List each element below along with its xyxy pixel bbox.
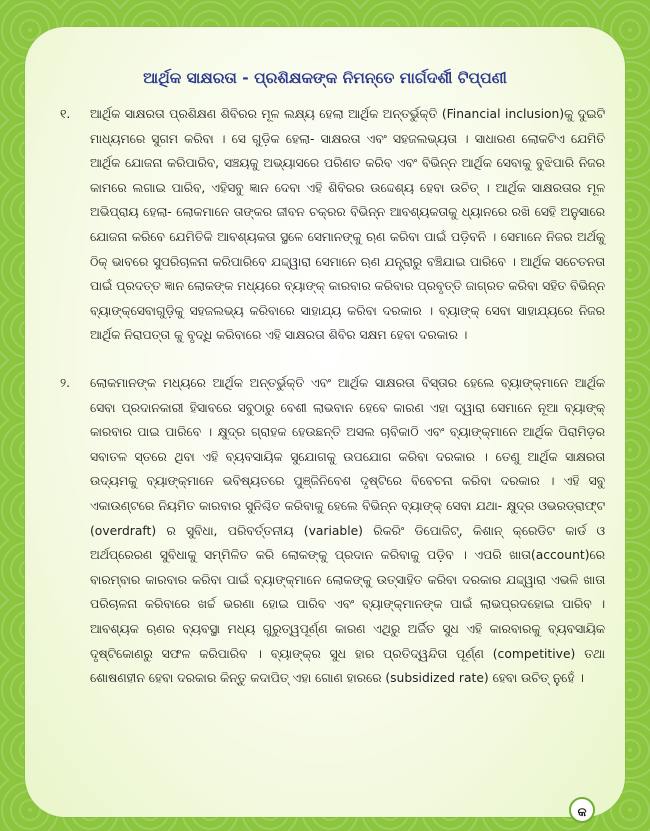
paragraph-2-text: ଲୋକମାନଙ୍କ ମଧ୍ୟରେ ଆର୍ଥିକ ଅନ୍ତର୍ଭୁକ୍ତି ଏବଂ ଆର୍ଥିକ ସାକ୍ଷରତା ବିସ୍ତାର ହେଲେ ବ୍ୟାଙ୍କ୍‌ମାନେ ଆର୍ଥିକ ସେବା ପ୍ରଦାନକାରୀ ହିସାବରେ ସବୁଠାରୁ ବେଶୀ ଲାଭବାନ ହେବେ କାରଣ ଏହା ଦ୍ୱାରା ସେମାନେ ନୂଆ ବ୍ୟାଙ୍କ୍ କାରବାର ପାଇ ପାରିବେ । କ୍ଷୁଦ୍ର ଗ୍ରାହକ ହେଉଛନ୍ତି ଅସଲ ଚାବିକାଠି ଏବଂ ବ୍ୟାଙ୍କ୍‌ମାନେ ଆର୍ଥିକ ପିରାମିଡ଼ର ସବାତଳ ସ୍ତରେ ଥିବା ଏହି ବ୍ୟବସାୟିକ ସୁଯୋଗକୁ ଉପଯୋଗ କରିବା ଦରକାର । ତେଣୁ ଆର୍ଥିକ ସାକ୍ଷରତା ଉଦ୍ୟମକୁ ବ୍ୟାଙ୍କ୍‌ମାନେ ଭବିଷ୍ୟତରେ ପୁଞ୍ଜିନିବେଶ ଦୃଷ୍ଟିରେ ବିବେଚନା କରିବା ଦରକାର । ଏହି ସବୁ ଏକାଉଣ୍ଟରେ ନିୟମିତ କାରବାର ସୁନିଶ୍ଚିତ କରିବାକୁ ହେଲେ ବିଭିନ୍ନ ବ୍ୟାଙ୍କ୍ ସେବା ଯଥା- କ୍ଷୁଦ୍ର ଓଭରଡ୍ରାଫ୍ଟ (overdraft) ର ସୁବିଧା, ପରିବର୍ତ୍ତନୀୟ (variable) ରିକରିଂ ଡିପୋଜିଟ୍, କିଶାନ୍ କ୍ରେଡିଟ କାର୍ଡ ଓ ଅର୍ଥପ୍ରେରଣ ସୁବିଧାକୁ ସମ୍ମିଳିତ କରି ଲୋକଙ୍କୁ ପ୍ରଦାନ କରିବାକୁ ପଡ଼ିବ । ଏପରି ଖାତା(account)ରେ ବାରମ୍ବାର କାରବାର କରିବା ପାଇଁ ବ୍ୟାଙ୍କ୍‌ମାନେ ଲୋକଙ୍କୁ ଉତ୍ସାହିତ କରିବା ଦରକାର ଯଦ୍ଦ୍ୱାରା ଏଭଳି ଖାତା ପରିଚାଳନା କରିବାରେ ଖର୍ଚ୍ଚ ଭରଣା ହୋଇ ପାରିବ ଏବଂ ବ୍ୟାଙ୍କ୍‌ମାନଙ୍କ ପାଇଁ ଲାଭପ୍ରଦହୋଇ ପାରିବ । ଆବଶ୍ୟକ ଋଣର ବ୍ୟବସ୍ଥା ମଧ୍ୟ ଗୁରୁତ୍ୱପୂର୍ଣ୍ଣ କାରଣ ଏଥିରୁ ଅର୍ଜିତ ସୁଧ ଏହି କାରବାରକୁ ବ୍ୟବସାୟିକ ଦୃଷ୍ଟିକୋଣରୁ ସଫଳ କରିପାରିବ । ବ୍ୟାଙ୍କ୍‌ର ସୁଧ ହାର ପ୍ରତିଦ୍ୱନ୍ଦିତା ପୂର୍ଣ୍ଣ (competitive) ତଥା ଶୋଷଣହୀନ ହେବା ଦରକାର କିନ୍ତୁ କଦାପିତ୍ ଏହା ଗୋଣ ହାରରେ (subsidized rate) ହେବା ଉଚିତ୍ ନୁହେଁ । [90, 376, 605, 686]
paragraph-2 [60, 371, 605, 691]
paragraph-1-text: ଆର୍ଥିକ ସାକ୍ଷରତା ପ୍ରଶିକ୍ଷଣ ଶିବିରର ମୂଳ ଲକ୍ଷ୍ୟ ହେଲା ଆର୍ଥିକ ଅନ୍ତର୍ଭୁକ୍ତି (Financial inclusion)କୁ ଦୁଇଟି ମାଧ୍ୟମରେ ସୁଗମ କରିବା । ସେ ଗୁଡ଼ିକ ହେଲା- ସାକ୍ଷରତା ଏବଂ ସହଜଲଭ୍ୟତା । ସାଧାରଣ ଲୋକଟିଏ ଯେମିତି ଆର୍ଥିକ ଯୋଜନା କରିପାରିବ, ସଞ୍ଚୟକୁ ଅଭ୍ୟାସରେ ପରିଣତ କରିବ ଏବଂ ବିଭିନ୍ନ ଆର୍ଥିକ ସେବାକୁ ବୁଝିପାରି ନିଜର କାମରେ ଲଗାଇ ପାରିବ, ଏହିସବୁ ଜ୍ଞାନ ଦେବା ଏହି ଶିବିରର ଉଦ୍ଦେଶ୍ୟ ହେବା ଉଚିତ୍ । ଆର୍ଥିକ ସାକ୍ଷରତାର ମୂଳ ଅଭିପ୍ରାୟ ହେଲା- ଲୋକମାନେ ତାଙ୍କର ଜୀବନ ଚକ୍ରର ବିଭିନ୍ନ ଆବଶ୍ୟକତାକୁ ଧ୍ୟାନରେ ରଖି ସେହି ଅନୁସାରେ ଯୋଜନା କରିବେ ଯେମିତିକି ଆବଶ୍ୟକତା ସ୍ଥଳେ ସେମାନଙ୍କୁ ଋଣ କରିବା ପାଇଁ ପଡ଼ିବନି । ସେମାନେ ନିଜର ଅର୍ଥକୁ ଠିକ୍ ଭାବରେ ସୁପରିଚାଳନା କରିପାରିବେ ଯଦ୍ଦ୍ୱାରା ସେମାନେ ଋଣ ଯନ୍ତ୍ରାରୁ ବଞ୍ଚିଯାଇ ପାରିବେ । ଆର୍ଥିକ ସଚେତନତା ପାଇଁ ପ୍ରଦତ୍ତ ଜ୍ଞାନ ଲୋକଙ୍କ ମଧ୍ୟରେ ବ୍ୟାଙ୍କ୍ କାରବାର କରିବାର ପ୍ରବୃତ୍ତି ଜାଗ୍ରତ କରିବା ସହିତ ବିଭିନ୍ନ ବ୍ୟାଙ୍କ୍‌ସେବାଗୁଡ଼ିକୁ ସହଜଲଭ୍ୟ କରିବାରେ ସାହାଯ୍ୟ କରିବା ଦରକାର । ବ୍ୟାଙ୍କ୍ ସେବା ସାହାଯ୍ୟରେ ନିଜର ଆର୍ଥିକ ନିରାପତ୍ତା କୁ ବୃଦ୍ଧି କରିବାରେ ଏହି ସାକ୍ଷରତା ଶିବିର ସକ୍ଷମ ହେବା ଦରକାର । [90, 107, 605, 343]
page-number-badge: କ [569, 797, 595, 823]
paragraph-1 [60, 102, 605, 348]
page-title: ଆର୍ଥିକ ସାକ୍ଷରତା - ପ୍ରଶିକ୍ଷକଙ୍କ ନିମନ୍ତେ ମାର୍ଗଦର୍ଶୀ ଟିପ୍ପଣୀ [143, 69, 507, 87]
paragraph-1-number: ୧. [60, 107, 71, 121]
paragraph-2-number: ୨. [60, 376, 71, 390]
